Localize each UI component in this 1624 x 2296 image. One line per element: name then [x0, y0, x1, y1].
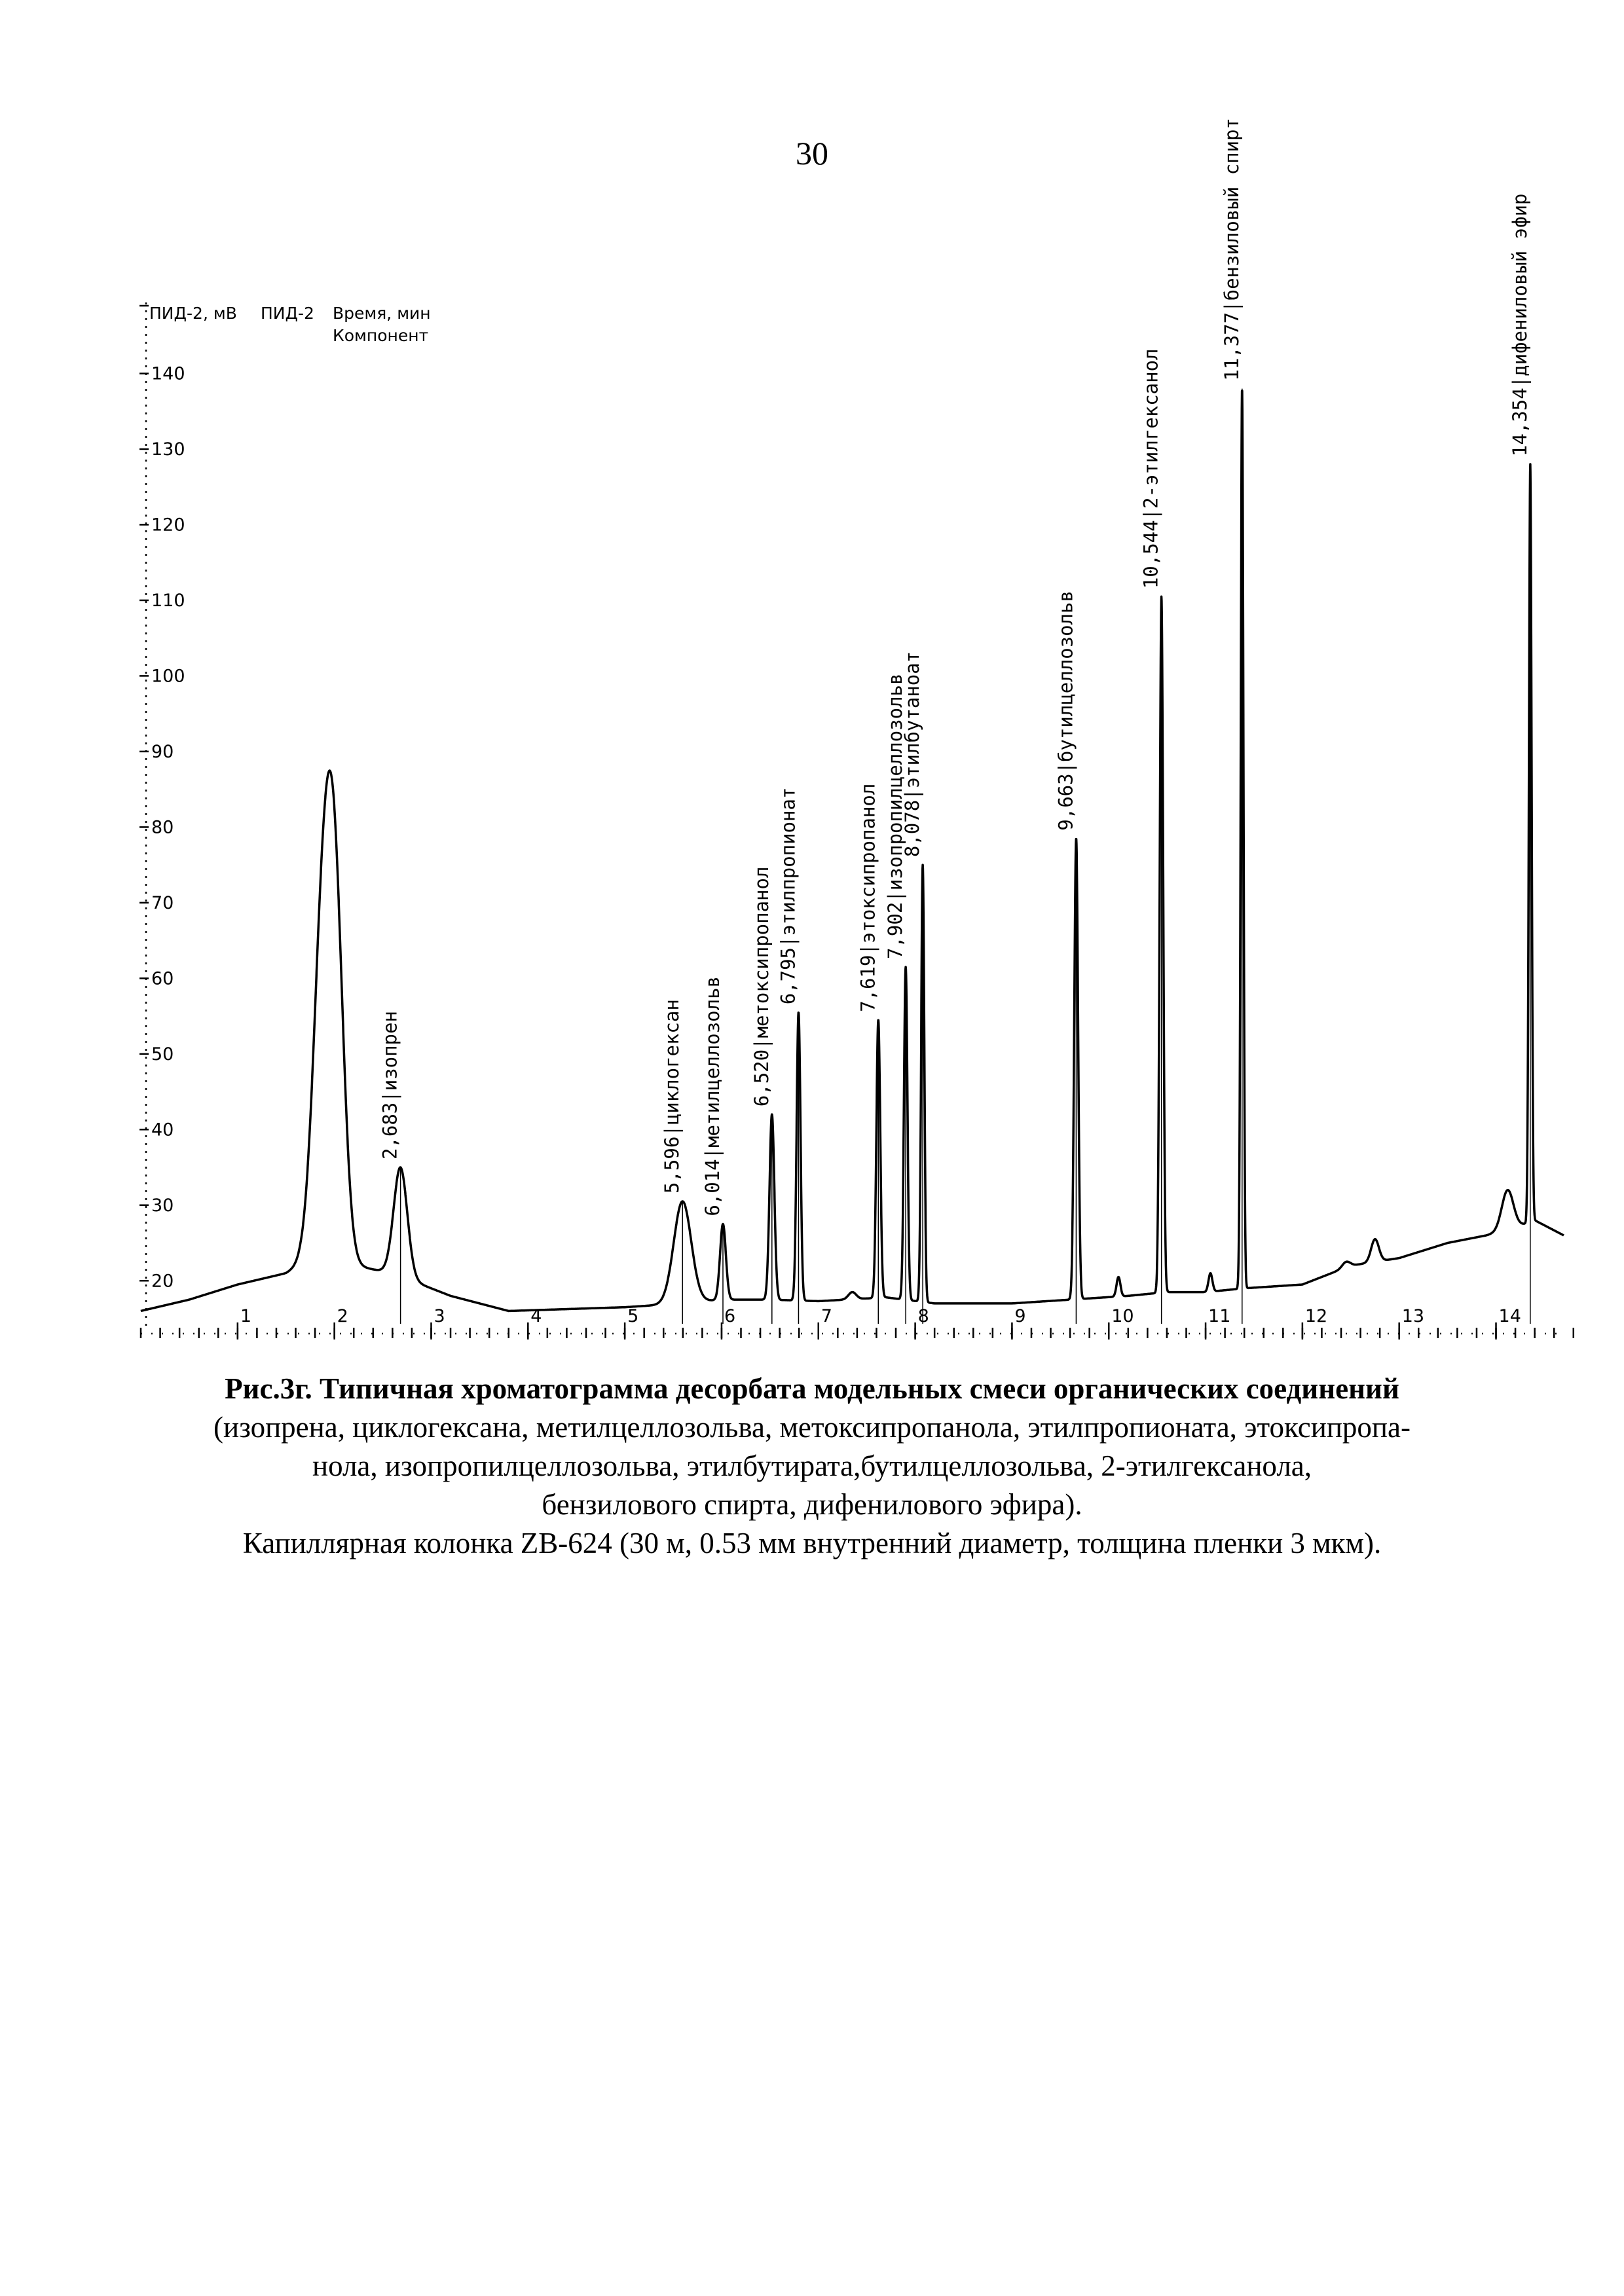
peak-label: 10,544|2-этилгексанол [1139, 348, 1162, 589]
peak-label: 9,663|бутилцеллозольв [1054, 591, 1077, 831]
x-tick-label: 13 [1401, 1306, 1425, 1326]
peak-label: 14,354|дифениловый эфир [1508, 193, 1531, 457]
x-tick-label: 3 [434, 1306, 445, 1326]
y-tick-label: 60 [151, 968, 174, 989]
x-tick-label: 6 [724, 1306, 736, 1326]
peak-label: 11,377|бензиловый спирт [1220, 117, 1243, 381]
y-tick-label: 80 [151, 817, 174, 838]
caption-line-2: (изопрена, циклогексана, метилцеллозольва, метоксипропанола, этилпропионата, этоксипропа- [213, 1411, 1411, 1444]
y-tick-label: 120 [151, 515, 185, 536]
caption-line-3: нола, изопропилцеллозольва, этилбутирата,бутилцеллозольва, 2-этилгексанола, [312, 1449, 1312, 1482]
figure-caption [111, 1370, 1513, 1563]
detector-label: ПИД-2 [261, 304, 314, 323]
x-tick-label: 7 [821, 1306, 832, 1326]
peak-markers [401, 389, 1530, 1324]
x-tick-label: 2 [337, 1306, 348, 1326]
x-tick-label: 4 [530, 1306, 542, 1326]
component-header-label: Компонент [333, 326, 429, 345]
y-tick-label: 20 [151, 1271, 174, 1292]
peak-label: 5,596|циклогексан [661, 999, 684, 1194]
y-tick-label: 130 [151, 439, 185, 460]
y-tick-label: 70 [151, 892, 174, 913]
y-tick-label: 40 [151, 1120, 174, 1140]
x-tick-label: 9 [1014, 1306, 1026, 1326]
y-tick-label: 50 [151, 1044, 174, 1065]
y-tick-label: 140 [151, 363, 185, 384]
x-tick-label: 12 [1304, 1306, 1328, 1326]
page-number: 30 [796, 135, 828, 172]
peak-label: 7,902|изопропилцеллозольв [884, 673, 907, 960]
x-tick-label: 5 [627, 1306, 639, 1326]
peak-label: 7,619|этоксипропанол [857, 783, 879, 1012]
x-tick-label: 1 [240, 1306, 252, 1326]
x-tick-label: 8 [917, 1306, 929, 1326]
x-tick-label: 10 [1111, 1306, 1134, 1326]
x-tick-label: 14 [1498, 1306, 1521, 1326]
time-header-label: Время, мин [333, 304, 431, 323]
caption-title: Рис.3г. Типичная хроматограмма десорбата модельных смеси органических соединений [225, 1372, 1399, 1405]
y-signal-label: ПИД-2, мВ [149, 304, 237, 323]
caption-line-5: Капиллярная колонка ZB-624 (30 м, 0.53 мм внутренний диаметр, толщина пленки 3 мкм). [242, 1527, 1382, 1559]
caption-line-4: бензилового спирта, дифенилового эфира). [542, 1488, 1082, 1521]
peak-label: 6,795|этилпропионат [777, 787, 800, 1005]
peak-labels [379, 118, 1531, 1216]
x-tick-label: 11 [1208, 1306, 1231, 1326]
y-tick-label: 100 [151, 666, 185, 687]
peak-label: 6,520|метоксипропанол [750, 866, 773, 1107]
y-tick-label: 30 [151, 1195, 174, 1216]
y-tick-label: 110 [151, 590, 185, 611]
peak-label: 2,683|изопрен [378, 1011, 401, 1160]
peak-label: 8,078|этилбутаноат [901, 651, 924, 858]
peak-label: 6,014|метилцеллозольв [701, 975, 724, 1216]
chromatogram-trace [141, 391, 1564, 1311]
y-tick-label: 90 [151, 741, 174, 762]
